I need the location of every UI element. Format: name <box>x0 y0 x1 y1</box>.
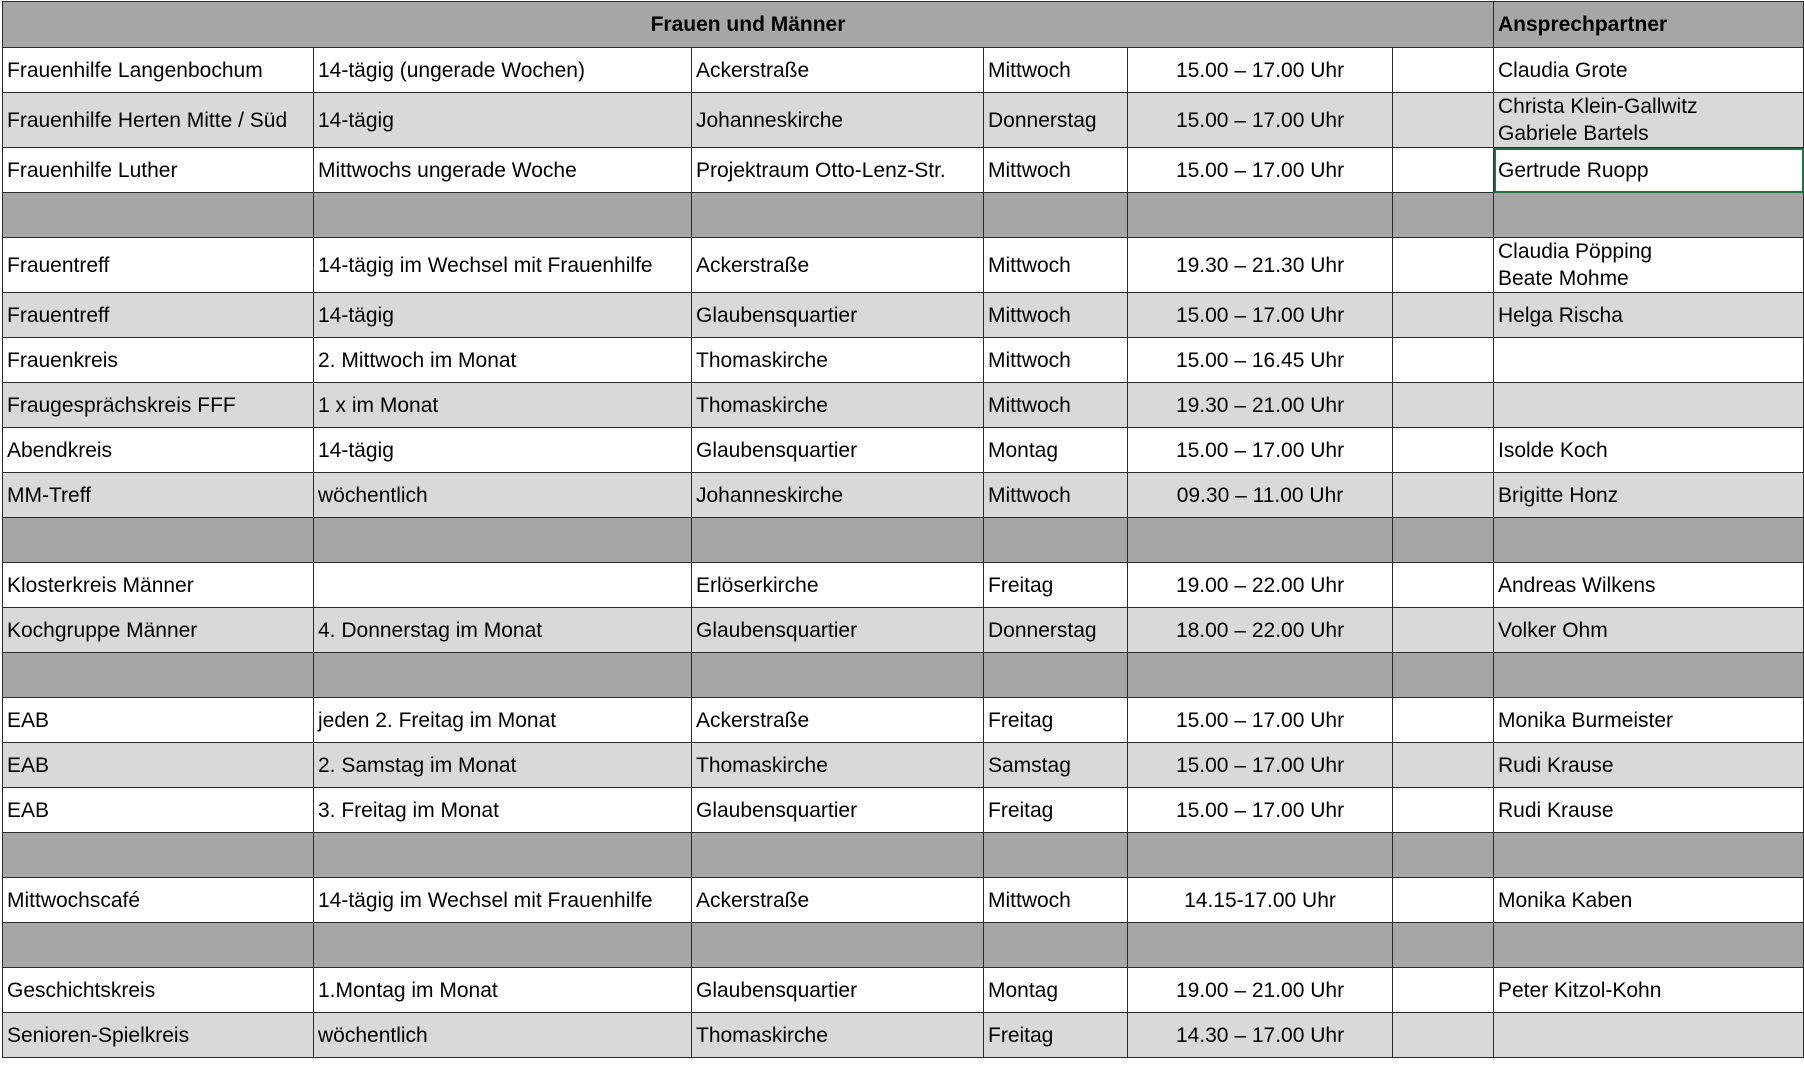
empty-cell[interactable] <box>692 653 984 698</box>
empty-cell[interactable] <box>314 653 692 698</box>
extra-cell[interactable] <box>1393 1013 1494 1058</box>
day-cell[interactable]: Mittwoch <box>984 148 1128 193</box>
contact-name: Brigitte Honz <box>1498 483 1619 507</box>
empty-cell[interactable] <box>1128 923 1393 968</box>
table-row <box>3 93 1804 148</box>
separator-row <box>3 193 1804 238</box>
table-row <box>3 698 1804 743</box>
table-row <box>3 383 1804 428</box>
contact-cell[interactable] <box>1494 428 1804 473</box>
contact-name: Monika Burmeister <box>1498 708 1674 732</box>
empty-cell[interactable] <box>1128 518 1393 563</box>
contact-cell[interactable] <box>1494 93 1804 148</box>
time-cell[interactable]: 15.00 – 17.00 Uhr <box>1128 93 1393 148</box>
rhythm-cell[interactable]: 1.Montag im Monat <box>314 968 692 1013</box>
contact-cell[interactable] <box>1494 968 1804 1013</box>
time-cell[interactable]: 15.00 – 17.00 Uhr <box>1128 743 1393 788</box>
table-row <box>3 238 1804 293</box>
place-cell[interactable]: Projektraum Otto-Lenz-Str. <box>692 148 984 193</box>
contact-name: Peter Kitzol-Kohn <box>1498 978 1662 1002</box>
place-cell[interactable]: Johanneskirche <box>692 93 984 148</box>
time-cell[interactable]: 15.00 – 17.00 Uhr <box>1128 48 1393 93</box>
rhythm-cell[interactable]: 14-tägig <box>314 293 692 338</box>
contact-name: Volker Ohm <box>1498 618 1608 642</box>
separator-row <box>3 833 1804 878</box>
place-cell[interactable]: Thomaskirche <box>692 743 984 788</box>
place-cell[interactable]: Thomaskirche <box>692 1013 984 1058</box>
extra-cell[interactable] <box>1393 238 1494 293</box>
extra-cell[interactable] <box>1393 563 1494 608</box>
group-cell[interactable]: Frauenhilfe Luther <box>3 148 314 193</box>
contact-name: Gabriele Bartels <box>1498 122 1649 145</box>
extra-cell[interactable] <box>1393 968 1494 1013</box>
empty-cell[interactable] <box>1494 923 1804 968</box>
contact-cell[interactable] <box>1494 1013 1804 1058</box>
day-cell[interactable]: Mittwoch <box>984 48 1128 93</box>
place-cell[interactable]: Glaubensquartier <box>692 428 984 473</box>
contact-cell[interactable] <box>1494 293 1804 338</box>
group-cell[interactable]: EAB <box>3 788 314 833</box>
contact-name: Andreas Wilkens <box>1498 573 1656 597</box>
extra-cell[interactable] <box>1393 293 1494 338</box>
day-cell[interactable]: Samstag <box>984 743 1128 788</box>
empty-cell[interactable] <box>314 923 692 968</box>
empty-cell[interactable] <box>692 923 984 968</box>
day-cell[interactable]: Mittwoch <box>984 473 1128 518</box>
contact-cell[interactable] <box>1494 878 1804 923</box>
rhythm-cell[interactable]: 14-tägig im Wechsel mit Frauenhilfe <box>314 878 692 923</box>
empty-cell[interactable] <box>1393 518 1494 563</box>
time-cell[interactable]: 14.30 – 17.00 Uhr <box>1128 1013 1393 1058</box>
contact-cell[interactable] <box>1494 473 1804 518</box>
empty-cell[interactable] <box>984 193 1128 238</box>
day-cell[interactable]: Freitag <box>984 563 1128 608</box>
table-row <box>3 338 1804 383</box>
extra-cell[interactable] <box>1393 608 1494 653</box>
extra-cell[interactable] <box>1393 338 1494 383</box>
contact-name: Beate Mohme <box>1498 267 1629 290</box>
time-cell[interactable]: 15.00 – 16.45 Uhr <box>1128 338 1393 383</box>
table-row <box>3 743 1804 788</box>
contact-cell[interactable] <box>1494 788 1804 833</box>
rhythm-cell[interactable]: Mittwochs ungerade Woche <box>314 148 692 193</box>
header-contact-cell[interactable]: Ansprechpartner <box>1494 2 1804 48</box>
schedule-table <box>2 1 1804 1058</box>
extra-cell[interactable] <box>1393 383 1494 428</box>
place-cell[interactable]: Glaubensquartier <box>692 608 984 653</box>
day-cell[interactable]: Freitag <box>984 788 1128 833</box>
empty-cell[interactable] <box>314 833 692 878</box>
group-cell[interactable]: Frauentreff <box>3 293 314 338</box>
place-cell[interactable]: Thomaskirche <box>692 338 984 383</box>
rhythm-cell[interactable]: wöchentlich <box>314 1013 692 1058</box>
place-cell[interactable]: Glaubensquartier <box>692 788 984 833</box>
contact-name: Gertrude Ruopp <box>1498 158 1649 182</box>
empty-cell[interactable] <box>1393 653 1494 698</box>
extra-cell[interactable] <box>1393 428 1494 473</box>
contact-cell[interactable] <box>1494 383 1804 428</box>
empty-cell[interactable] <box>692 193 984 238</box>
place-cell[interactable]: Johanneskirche <box>692 473 984 518</box>
place-cell[interactable]: Ackerstraße <box>692 878 984 923</box>
rhythm-cell[interactable]: 14-tägig im Wechsel mit Frauenhilfe <box>314 238 692 293</box>
separator-row <box>3 518 1804 563</box>
table-row <box>3 148 1804 193</box>
time-cell[interactable]: 19.30 – 21.30 Uhr <box>1128 238 1393 293</box>
group-cell[interactable]: EAB <box>3 743 314 788</box>
header-row <box>3 2 1804 48</box>
contact-cell[interactable] <box>1494 743 1804 788</box>
empty-cell[interactable] <box>1494 833 1804 878</box>
day-cell[interactable]: Freitag <box>984 698 1128 743</box>
extra-cell[interactable] <box>1393 878 1494 923</box>
separator-row <box>3 653 1804 698</box>
rhythm-cell[interactable]: 14-tägig <box>314 428 692 473</box>
table-row <box>3 293 1804 338</box>
empty-cell[interactable] <box>3 518 314 563</box>
time-cell[interactable]: 19.00 – 22.00 Uhr <box>1128 563 1393 608</box>
group-cell[interactable]: MM-Treff <box>3 473 314 518</box>
time-cell[interactable]: 15.00 – 17.00 Uhr <box>1128 698 1393 743</box>
time-cell[interactable]: 18.00 – 22.00 Uhr <box>1128 608 1393 653</box>
table-row <box>3 608 1804 653</box>
day-cell[interactable]: Donnerstag <box>984 608 1128 653</box>
extra-cell[interactable] <box>1393 148 1494 193</box>
rhythm-cell[interactable]: 2. Mittwoch im Monat <box>314 338 692 383</box>
table-row <box>3 473 1804 518</box>
group-cell[interactable]: Frauenkreis <box>3 338 314 383</box>
empty-cell[interactable] <box>692 833 984 878</box>
group-cell[interactable]: Mittwochscafé <box>3 878 314 923</box>
time-cell[interactable]: 15.00 – 17.00 Uhr <box>1128 428 1393 473</box>
empty-cell[interactable] <box>1393 923 1494 968</box>
table-row <box>3 788 1804 833</box>
empty-cell[interactable] <box>1494 653 1804 698</box>
empty-cell[interactable] <box>3 193 314 238</box>
day-cell[interactable]: Mittwoch <box>984 878 1128 923</box>
extra-cell[interactable] <box>1393 93 1494 148</box>
group-cell[interactable]: Frauenhilfe Langenbochum <box>3 48 314 93</box>
day-cell[interactable]: Mittwoch <box>984 338 1128 383</box>
empty-cell[interactable] <box>3 923 314 968</box>
group-cell[interactable]: Frauenhilfe Herten Mitte / Süd <box>3 93 314 148</box>
extra-cell[interactable] <box>1393 788 1494 833</box>
group-cell[interactable]: Abendkreis <box>3 428 314 473</box>
contact-cell[interactable] <box>1494 608 1804 653</box>
empty-cell[interactable] <box>692 518 984 563</box>
time-cell[interactable]: 19.00 – 21.00 Uhr <box>1128 968 1393 1013</box>
contact-cell[interactable] <box>1494 148 1804 193</box>
time-cell[interactable]: 15.00 – 17.00 Uhr <box>1128 788 1393 833</box>
separator-row <box>3 923 1804 968</box>
rhythm-cell[interactable]: 1 x im Monat <box>314 383 692 428</box>
time-cell[interactable]: 15.00 – 17.00 Uhr <box>1128 293 1393 338</box>
contact-name: Christa Klein-Gallwitz <box>1498 95 1698 118</box>
contact-name: Claudia Pöpping <box>1498 240 1653 263</box>
contact-name: Claudia Grote <box>1498 58 1628 82</box>
group-cell[interactable]: EAB <box>3 698 314 743</box>
day-cell[interactable]: Donnerstag <box>984 93 1128 148</box>
empty-cell[interactable] <box>3 833 314 878</box>
table-row <box>3 428 1804 473</box>
empty-cell[interactable] <box>1494 193 1804 238</box>
place-cell[interactable]: Ackerstraße <box>692 238 984 293</box>
contact-name: Helga Rischa <box>1498 303 1623 327</box>
empty-cell[interactable] <box>1393 833 1494 878</box>
rhythm-cell[interactable]: jeden 2. Freitag im Monat <box>314 698 692 743</box>
place-cell[interactable]: Ackerstraße <box>692 48 984 93</box>
rhythm-cell[interactable] <box>314 563 692 608</box>
day-cell[interactable]: Montag <box>984 968 1128 1013</box>
group-cell[interactable]: Frauentreff <box>3 238 314 293</box>
place-cell[interactable]: Ackerstraße <box>692 698 984 743</box>
time-cell[interactable]: 14.15-17.00 Uhr <box>1128 878 1393 923</box>
contact-cell[interactable] <box>1494 238 1804 293</box>
extra-cell[interactable] <box>1393 48 1494 93</box>
rhythm-cell[interactable]: wöchentlich <box>314 473 692 518</box>
header-title-cell[interactable]: Frauen und Männer <box>3 2 1494 48</box>
empty-cell[interactable] <box>1128 193 1393 238</box>
group-cell[interactable]: Kochgruppe Männer <box>3 608 314 653</box>
day-cell[interactable]: Montag <box>984 428 1128 473</box>
day-cell[interactable]: Mittwoch <box>984 238 1128 293</box>
empty-cell[interactable] <box>984 518 1128 563</box>
day-cell[interactable]: Freitag <box>984 1013 1128 1058</box>
extra-cell[interactable] <box>1393 743 1494 788</box>
contact-cell[interactable] <box>1494 338 1804 383</box>
contact-cell[interactable] <box>1494 563 1804 608</box>
extra-cell[interactable] <box>1393 473 1494 518</box>
empty-cell[interactable] <box>3 653 314 698</box>
place-cell[interactable]: Glaubensquartier <box>692 968 984 1013</box>
empty-cell[interactable] <box>1393 193 1494 238</box>
rhythm-cell[interactable]: 2. Samstag im Monat <box>314 743 692 788</box>
empty-cell[interactable] <box>1128 653 1393 698</box>
rhythm-cell[interactable]: 14-tägig (ungerade Wochen) <box>314 48 692 93</box>
contact-name: Isolde Koch <box>1498 438 1608 462</box>
empty-cell[interactable] <box>984 833 1128 878</box>
empty-cell[interactable] <box>984 923 1128 968</box>
contact-name: Monika Kaben <box>1498 888 1633 912</box>
time-cell[interactable]: 09.30 – 11.00 Uhr <box>1128 473 1393 518</box>
time-cell[interactable]: 19.30 – 21.00 Uhr <box>1128 383 1393 428</box>
group-cell[interactable]: Fraugesprächskreis FFF <box>3 383 314 428</box>
extra-cell[interactable] <box>1393 698 1494 743</box>
rhythm-cell[interactable]: 3. Freitag im Monat <box>314 788 692 833</box>
group-cell[interactable]: Geschichtskreis <box>3 968 314 1013</box>
group-cell[interactable]: Klosterkreis Männer <box>3 563 314 608</box>
table-row <box>3 1013 1804 1058</box>
table-row <box>3 563 1804 608</box>
table-row <box>3 878 1804 923</box>
contact-name: Rudi Krause <box>1498 798 1614 822</box>
contact-cell[interactable] <box>1494 698 1804 743</box>
place-cell[interactable]: Glaubensquartier <box>692 293 984 338</box>
empty-cell[interactable] <box>314 193 692 238</box>
empty-cell[interactable] <box>984 653 1128 698</box>
group-cell[interactable]: Senioren-Spielkreis <box>3 1013 314 1058</box>
table-row <box>3 48 1804 93</box>
empty-cell[interactable] <box>314 518 692 563</box>
empty-cell[interactable] <box>1128 833 1393 878</box>
rhythm-cell[interactable]: 14-tägig <box>314 93 692 148</box>
table-row <box>3 968 1804 1013</box>
rhythm-cell[interactable]: 4. Donnerstag im Monat <box>314 608 692 653</box>
place-cell[interactable]: Erlöserkirche <box>692 563 984 608</box>
contact-cell[interactable] <box>1494 48 1804 93</box>
empty-cell[interactable] <box>1494 518 1804 563</box>
time-cell[interactable]: 15.00 – 17.00 Uhr <box>1128 148 1393 193</box>
place-cell[interactable]: Thomaskirche <box>692 383 984 428</box>
contact-name: Rudi Krause <box>1498 753 1614 777</box>
day-cell[interactable]: Mittwoch <box>984 383 1128 428</box>
day-cell[interactable]: Mittwoch <box>984 293 1128 338</box>
